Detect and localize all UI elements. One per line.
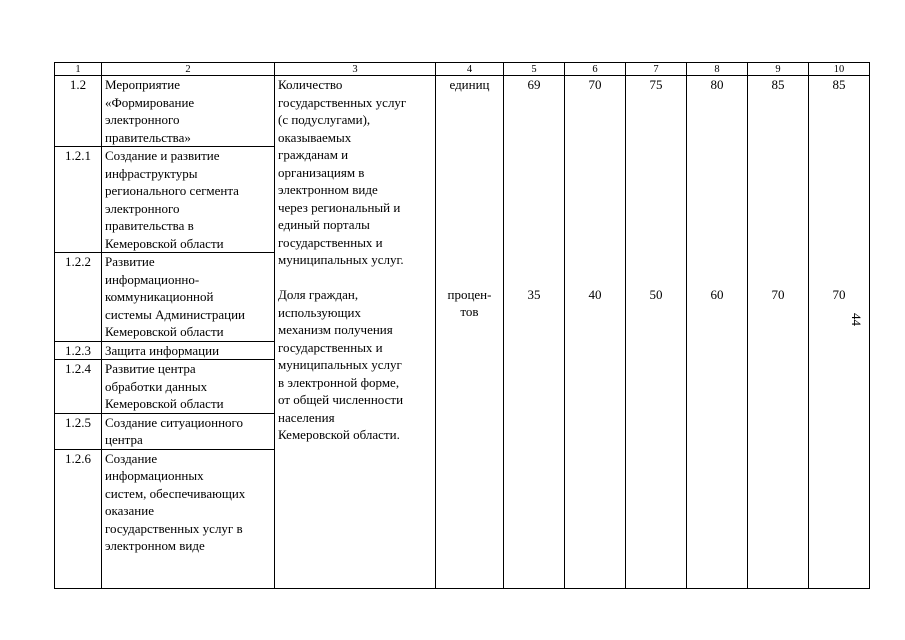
header-row <box>55 63 870 76</box>
row-number: 1.2.3 <box>55 341 102 360</box>
indicator-text: Количество государственных услуг (с подуслугами), оказываемых гражданам и организациям в электронном виде через региональный и единый порталы государственных и муниципальных услуг. <box>278 77 407 267</box>
row-number: 1.2.1 <box>55 147 102 253</box>
page-number: 44 <box>849 313 864 326</box>
value: 80 <box>710 77 724 92</box>
value: 50 <box>649 286 663 302</box>
header-cell: 6 <box>565 63 626 76</box>
indicators-table <box>54 62 870 589</box>
activity-name: Создание информационных систем, обеспечивающих оказание государственных услуг в электронном виде <box>102 449 275 588</box>
value: 60 <box>710 286 724 302</box>
header-cell: 3 <box>275 63 436 76</box>
header-cell: 10 <box>809 63 870 76</box>
indicators-table-wrap <box>54 62 869 589</box>
unit-label: процен- тов <box>447 286 492 319</box>
activity-name: Развитие центра обработки данных Кемеровской области <box>102 360 275 414</box>
indicator-text: Доля граждан, использующих механизм получения государственных и муниципальных услуг в электронной форме, от общей численности населения Кемеровской области. <box>278 287 404 442</box>
value: 69 <box>527 77 541 92</box>
value: 85 <box>832 77 846 92</box>
header-cell: 5 <box>504 63 565 76</box>
value: 70 <box>588 77 602 92</box>
row-number: 1.2.5 <box>55 413 102 449</box>
value: 40 <box>588 286 602 302</box>
header-cell: 1 <box>55 63 102 76</box>
row-number: 1.2.4 <box>55 360 102 414</box>
header-cell: 2 <box>102 63 275 76</box>
value-cell <box>748 76 809 589</box>
activity-name: Создание и развитие инфраструктуры регионального сегмента электронного правительства в Кемеровской области <box>102 147 275 253</box>
header-cell: 8 <box>687 63 748 76</box>
header-cell: 4 <box>436 63 504 76</box>
value-cell <box>809 76 870 589</box>
header-cell: 9 <box>748 63 809 76</box>
activity-name: Защита информации <box>102 341 275 360</box>
row-number: 1.2.6 <box>55 449 102 588</box>
value: 35 <box>527 286 541 302</box>
value-cell <box>504 76 565 589</box>
header-cell: 7 <box>626 63 687 76</box>
indicator-cell <box>275 76 436 589</box>
value-cell <box>687 76 748 589</box>
activity-name: Создание ситуационного центра <box>102 413 275 449</box>
table-row <box>55 76 870 147</box>
activity-name: Развитие информационно- коммуникационной системы Администрации Кемеровской области <box>102 253 275 342</box>
value-cell <box>565 76 626 589</box>
activity-name: Мероприятие «Формирование электронного правительства» <box>102 76 275 147</box>
value: 85 <box>771 77 785 92</box>
unit-cell <box>436 76 504 589</box>
value: 75 <box>649 77 663 92</box>
row-number: 1.2.2 <box>55 253 102 342</box>
unit-label: единиц <box>449 77 490 92</box>
value: 70 <box>771 286 785 302</box>
row-number: 1.2 <box>55 76 102 147</box>
value-cell <box>626 76 687 589</box>
value: 70 <box>832 286 846 302</box>
